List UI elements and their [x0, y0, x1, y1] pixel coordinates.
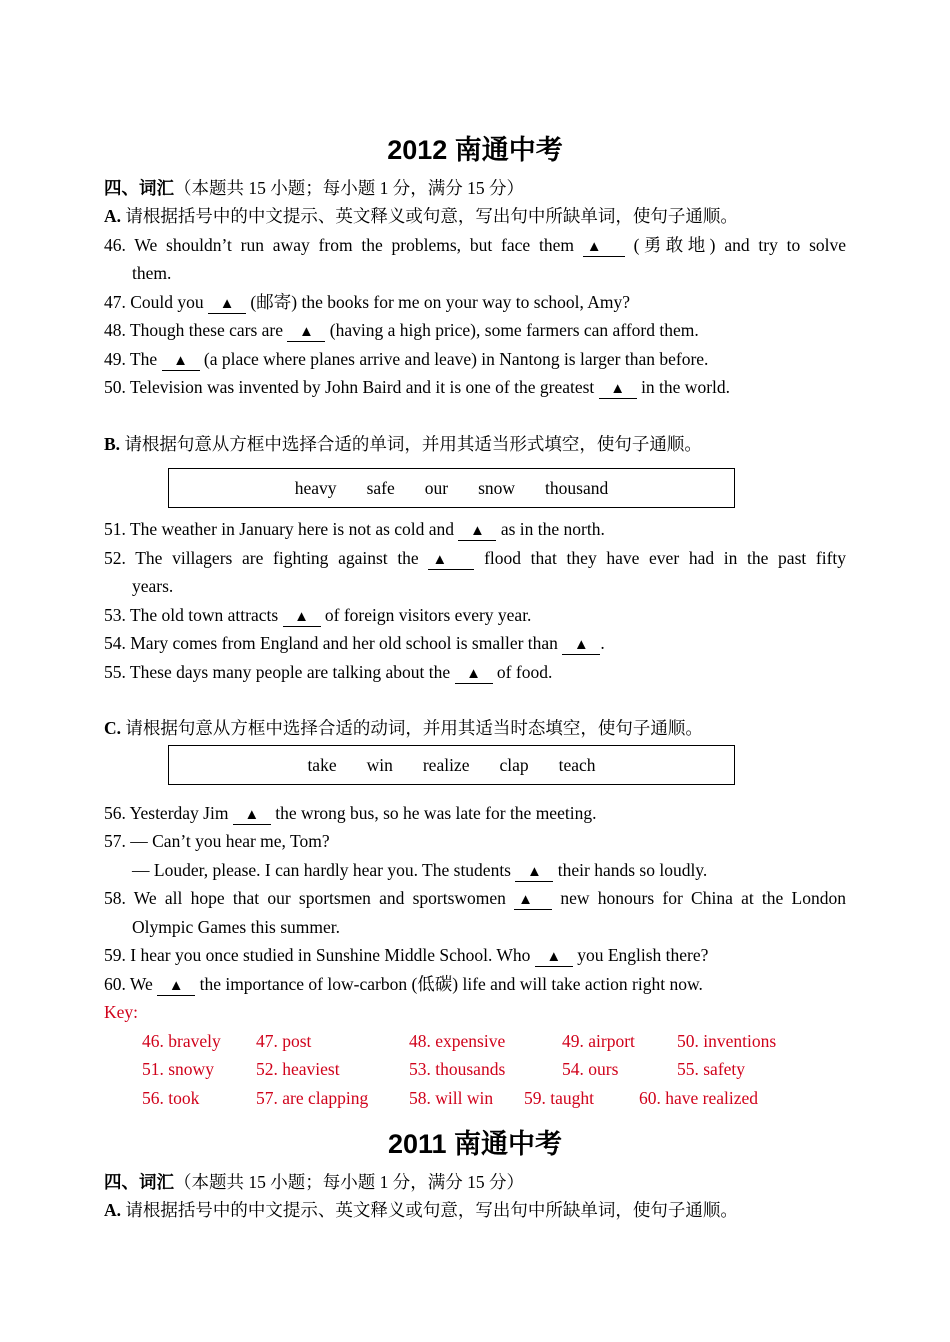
q48-pre: 48. Though these cars are: [104, 320, 283, 340]
q60-post: the importance of low-carbon (低碳) life and will take action right now.: [199, 974, 703, 994]
q59-post: you English there?: [577, 945, 709, 965]
q53-pre: 53. The old town attracts: [104, 605, 279, 625]
answer-key-row-2: [0, 1057, 950, 1081]
word-box-item: snow: [478, 477, 516, 498]
q50-post: in the world.: [641, 377, 731, 397]
question-50: [104, 375, 846, 399]
answer-key-item: 46. bravely: [142, 1031, 221, 1051]
blank-triangle-icon: ▲: [546, 949, 562, 965]
blank-triangle-icon: ▲: [610, 381, 626, 397]
q49-post: (a place where planes arrive and leave) in Nantong is larger than before.: [203, 349, 709, 369]
q60-pre: 60. We: [104, 974, 153, 994]
answer-key-row-3: [0, 1086, 950, 1110]
answer-blank-55[interactable]: [455, 663, 493, 684]
q57b-pre: — Louder, please. I can hardly hear you. The students: [132, 860, 511, 880]
q57b-post: their hands so loudly.: [557, 860, 708, 880]
q55-pre: 55. These days many people are talking about the: [104, 662, 451, 682]
q59-pre: 59. I hear you once studied in Sunshine Middle School. Who: [104, 945, 531, 965]
word-box-B: [168, 468, 735, 508]
answer-key-label: Key:: [104, 1002, 139, 1022]
word-box-item: win: [366, 754, 393, 775]
blank-triangle-icon: ▲: [294, 609, 309, 625]
partA-instruction-2011: [104, 1198, 846, 1222]
q52-post: flood that they have ever had in the past fifty: [484, 548, 847, 568]
heading-rest: （本题共 15 小题；每小题 1 分，满分 15 分）: [174, 1172, 524, 1192]
question-57a: 57. — Can’t you hear me, Tom?: [104, 831, 330, 851]
q46-pre: 46. We shouldn’t run away from the problems, but face them: [104, 235, 574, 255]
answer-blank-60[interactable]: [157, 975, 195, 996]
question-47: [104, 290, 846, 314]
answer-key-item: 58. will win: [409, 1088, 494, 1108]
word-box-item: take: [307, 754, 337, 775]
answer-key-item: 60. have realized: [639, 1088, 759, 1108]
answer-blank-47[interactable]: [208, 293, 246, 314]
answer-key-item: 49. airport: [562, 1031, 635, 1051]
question-53: [104, 603, 846, 627]
question-58-cont: Olympic Games this summer.: [132, 917, 341, 937]
question-55: [104, 660, 846, 684]
partA-text: 请根据括号中的中文提示、英文释义或句意，写出句中所缺单词，使句子通顺。: [121, 1200, 738, 1220]
q56-post: the wrong bus, so he was late for the meeting.: [275, 803, 597, 823]
answer-blank-51[interactable]: [458, 520, 496, 541]
blank-triangle-icon: ▲: [432, 552, 448, 568]
answer-key-item: 54. ours: [562, 1059, 619, 1079]
blank-triangle-icon: ▲: [173, 353, 188, 369]
word-box-item: heavy: [294, 477, 337, 498]
q49-pre: 49. The: [104, 349, 158, 369]
blank-triangle-icon: ▲: [526, 864, 542, 880]
heading-bold: 四、词汇: [104, 178, 174, 198]
word-box-item: thousand: [545, 477, 609, 498]
question-46-cont: them.: [132, 263, 172, 283]
word-box-item: safe: [366, 477, 395, 498]
answer-key-item: 57. are clapping: [256, 1088, 369, 1108]
q52-pre: 52. The villagers are fighting against the: [104, 548, 419, 568]
q48-post: (having a high price), some farmers can afford them.: [329, 320, 699, 340]
answer-key-item: 51. snowy: [142, 1059, 214, 1079]
partC-label: C.: [104, 718, 122, 738]
question-56: [104, 801, 846, 825]
question-57b: [132, 858, 846, 882]
q47-pre: 47. Could you: [104, 292, 204, 312]
partA-instruction-2012: [104, 204, 846, 228]
q51-post: as in the north.: [500, 519, 605, 539]
answer-blank-56[interactable]: [233, 804, 271, 825]
question-59: [104, 943, 846, 967]
title-2011: 2011 南通中考: [387, 1129, 563, 1159]
heading-vocab-2011: [104, 1170, 846, 1194]
partA-label: A.: [104, 1200, 122, 1220]
q58-post: new honours for China at the London: [560, 888, 846, 908]
blank-triangle-icon: ▲: [244, 807, 260, 823]
answer-blank-50[interactable]: [599, 378, 637, 399]
answer-blank-48[interactable]: [287, 321, 325, 342]
question-54: [104, 631, 846, 655]
q50-pre: 50. Television was invented by John Baird and it is one of the greatest: [104, 377, 595, 397]
partC-text: 请根据句意从方框中选择合适的动词，并用其适当时态填空，使句子通顺。: [121, 718, 703, 738]
question-58: [104, 886, 846, 910]
word-box-item: clap: [499, 754, 529, 775]
partA-text: 请根据括号中的中文提示、英文释义或句意，写出句中所缺单词，使句子通顺。: [121, 206, 738, 226]
question-60: [104, 972, 846, 996]
answer-blank-46[interactable]: [583, 236, 625, 257]
q51-pre: 51. The weather in January here is not as cold and: [104, 519, 455, 539]
answer-blank-54[interactable]: [562, 634, 600, 655]
heading-bold: 四、词汇: [104, 1172, 174, 1192]
answer-blank-52[interactable]: [428, 549, 474, 570]
answer-key-item: 53. thousands: [409, 1059, 506, 1079]
word-box-item: teach: [558, 754, 596, 775]
question-51: [104, 517, 846, 541]
blank-triangle-icon: ▲: [466, 666, 481, 682]
blank-triangle-icon: ▲: [470, 523, 485, 539]
partA-label: A.: [104, 206, 122, 226]
partB-instruction-2012: [104, 432, 846, 456]
blank-triangle-icon: ▲: [518, 892, 534, 908]
answer-key-item: 47. post: [256, 1031, 312, 1051]
word-box-C: [168, 745, 735, 785]
q58-pre: 58. We all hope that our sportsmen and sportswomen: [104, 888, 506, 908]
answer-key-item: 59. taught: [524, 1088, 594, 1108]
partB-text: 请根据句意从方框中选择合适的单词，并用其适当形式填空，使句子通顺。: [120, 434, 702, 454]
answer-key-item: 50. inventions: [677, 1031, 777, 1051]
blank-triangle-icon: ▲: [168, 978, 184, 994]
answer-key-item: 56. took: [142, 1088, 200, 1108]
question-46: [104, 233, 846, 257]
q47-post: (邮寄) the books for me on your way to school, Amy?: [250, 292, 631, 312]
partC-instruction-2012: [104, 716, 846, 740]
heading-vocab-2012: [104, 176, 846, 200]
q56-pre: 56. Yesterday Jim: [104, 803, 229, 823]
answer-blank-58[interactable]: [514, 889, 552, 910]
answer-key-item: 55. safety: [677, 1059, 746, 1079]
answer-key-item: 48. expensive: [409, 1031, 506, 1051]
title-2012: 2012 南通中考: [387, 135, 563, 165]
blank-triangle-icon: ▲: [573, 637, 589, 653]
question-48: [104, 318, 846, 342]
q54-pre: 54. Mary comes from England and her old school is smaller than: [104, 633, 558, 653]
heading-rest: （本题共 15 小题；每小题 1 分，满分 15 分）: [174, 178, 524, 198]
answer-key-row-1: [0, 1029, 950, 1053]
partB-label: B.: [104, 434, 121, 454]
answer-blank-53[interactable]: [283, 606, 321, 627]
word-box-item: our: [424, 477, 449, 498]
q54-post: .: [600, 633, 605, 653]
question-52: [104, 546, 846, 570]
blank-triangle-icon: ▲: [219, 296, 235, 312]
answer-key-item: 52. heaviest: [256, 1059, 340, 1079]
answer-blank-57[interactable]: [515, 861, 553, 882]
answer-blank-49[interactable]: [162, 350, 200, 371]
question-49: [104, 347, 846, 371]
question-52-cont: years.: [132, 576, 174, 596]
answer-blank-59[interactable]: [535, 946, 573, 967]
q46-post: (勇敢地) and try to solve: [633, 235, 847, 255]
blank-triangle-icon: ▲: [298, 324, 314, 340]
q53-post: of foreign visitors every year.: [324, 605, 532, 625]
word-box-item: realize: [422, 754, 470, 775]
q55-post: of food.: [496, 662, 553, 682]
blank-triangle-icon: ▲: [586, 239, 602, 255]
